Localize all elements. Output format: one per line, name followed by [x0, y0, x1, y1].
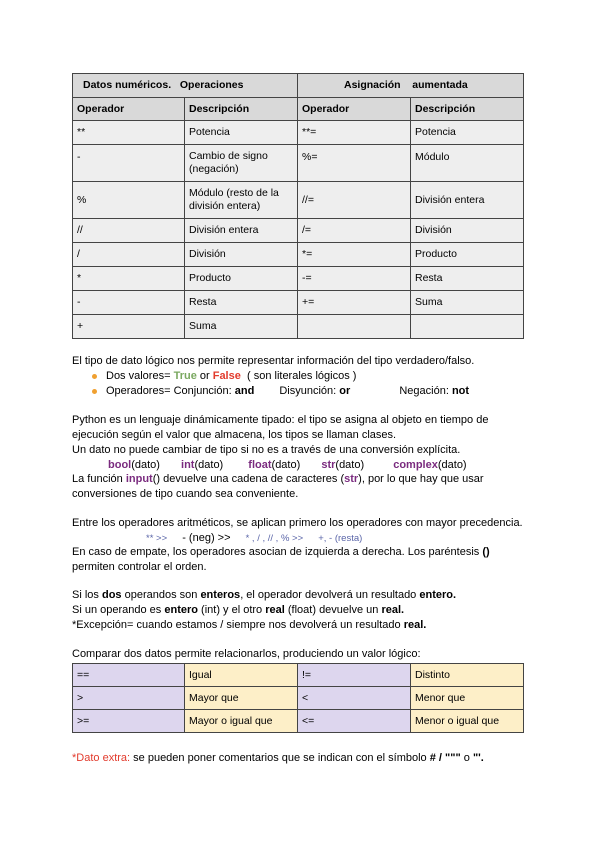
table-row	[73, 664, 524, 687]
column-header: Descripción	[185, 98, 298, 121]
operator-cell: *	[73, 267, 185, 291]
table-row	[73, 182, 524, 219]
table-row	[73, 121, 524, 145]
description-cell: División entera	[185, 219, 298, 243]
column-header: Descripción	[411, 98, 524, 121]
operator-cell: <	[298, 687, 411, 710]
operator-cell: >=	[73, 710, 185, 733]
logic-intro: El tipo de dato lógico nos permite representar información del tipo verdadero/falso.	[72, 355, 475, 367]
description-cell: Producto	[185, 267, 298, 291]
table-title-left: Datos numéricos. Operaciones	[73, 74, 298, 98]
bullet-icon	[92, 374, 97, 379]
operator-cell: ==	[73, 664, 185, 687]
operations-table	[72, 73, 524, 339]
column-header: Operador	[298, 98, 411, 121]
operator-cell: -	[73, 145, 185, 182]
operator-cell: **	[73, 121, 185, 145]
ints-line-2: Si un operando es entero (int) y el otro real (float) devuelve un real.	[72, 604, 405, 616]
typing-line-1: Python es un lenguaje dinámicamente tipado: el tipo se asigna al objeto en tiempo de	[72, 414, 489, 426]
operator-cell: //=	[298, 182, 411, 219]
operator-cell: **=	[298, 121, 411, 145]
operator-cell: *=	[298, 243, 411, 267]
compare-intro: Comparar dos datos permite relacionarlos, produciendo un valor lógico:	[72, 648, 421, 660]
description-cell: División entera	[411, 182, 524, 219]
table-column-headers	[73, 98, 524, 121]
description-cell: Suma	[185, 315, 298, 339]
table-row	[73, 243, 524, 267]
precedence-line-4: permiten controlar el orden.	[72, 561, 207, 573]
comparison-table	[72, 663, 524, 733]
table-title-right: Asignación aumentada	[298, 74, 524, 98]
conversion-function: bool(dato)	[108, 459, 160, 471]
table-row	[73, 145, 524, 182]
operator-cell: //	[73, 219, 185, 243]
operator-cell: %	[73, 182, 185, 219]
operator-cell	[298, 315, 411, 339]
ints-line-1: Si los dos operandos son enteros, el operador devolverá un resultado entero.	[72, 589, 457, 601]
description-cell: Mayor o igual que	[185, 710, 298, 733]
column-header: Operador	[73, 98, 185, 121]
precedence-line-3: En caso de empate, los operadores asocian de izquierda a derecha. Los paréntesis ()	[72, 546, 490, 558]
description-cell: Igual	[185, 664, 298, 687]
conversion-function: str(dato)	[321, 459, 365, 471]
operator-cell: +=	[298, 291, 411, 315]
list-item: Operadores= Conjunción: and Disyunción: or Negación: not	[92, 384, 469, 399]
description-cell: Menor que	[411, 687, 524, 710]
bullet-icon	[92, 389, 97, 394]
conversion-function: int(dato)	[181, 459, 224, 471]
description-cell: Resta	[411, 267, 524, 291]
false-literal: False	[212, 370, 241, 382]
table-row	[73, 687, 524, 710]
description-cell: Producto	[411, 243, 524, 267]
operator-cell: !=	[298, 664, 411, 687]
precedence-intro: Entre los operadores aritméticos, se aplican primero los operadores con mayor precedencia.	[72, 517, 523, 529]
typing-line-6: conversiones de tipo cuando sea conveniente.	[72, 488, 299, 500]
typing-line-5: La función input() devuelve una cadena de caracteres (str), por lo que hay que usar	[72, 473, 484, 485]
description-cell: Resta	[185, 291, 298, 315]
description-cell: Potencia	[411, 121, 524, 145]
conversion-function: float(dato)	[248, 459, 301, 471]
description-cell: División	[185, 243, 298, 267]
description-cell: Potencia	[185, 121, 298, 145]
description-cell	[411, 315, 524, 339]
table-row	[73, 291, 524, 315]
extra-note: *Dato extra: se pueden poner comentarios que se indican con el símbolo # / """ o "'.	[72, 752, 484, 764]
operator-cell: -	[73, 291, 185, 315]
description-cell: Mayor que	[185, 687, 298, 710]
operator-cell: >	[73, 687, 185, 710]
table-row	[73, 315, 524, 339]
typing-line-3: Un dato no puede cambiar de tipo si no es a través de una conversión explícita.	[72, 444, 461, 456]
operator-cell: /=	[298, 219, 411, 243]
description-cell: División	[411, 219, 524, 243]
description-cell: Módulo	[411, 145, 524, 182]
operator-cell: <=	[298, 710, 411, 733]
operator-cell: /	[73, 243, 185, 267]
description-cell: Distinto	[411, 664, 524, 687]
table-header-row	[73, 74, 524, 98]
table-row	[73, 267, 524, 291]
table-row	[73, 710, 524, 733]
operator-cell: +	[73, 315, 185, 339]
precedence-order: ** >> - (neg) >> * , / , // , % >> +, - (resta)	[146, 532, 363, 544]
conversion-functions	[108, 458, 467, 473]
conversion-function: complex(dato)	[393, 459, 467, 471]
description-cell: Menor o igual que	[411, 710, 524, 733]
extra-note-label: *Dato extra:	[72, 752, 131, 764]
description-cell: Cambio de signo (negación)	[185, 145, 298, 182]
description-cell: Suma	[411, 291, 524, 315]
ints-line-3: *Excepción= cuando estamos / siempre nos devolverá un resultado real.	[72, 619, 427, 631]
list-item: Dos valores= True or False ( son literales lógicos )	[92, 369, 356, 384]
operator-cell: %=	[298, 145, 411, 182]
description-cell: Módulo (resto de la división entera)	[185, 182, 298, 219]
table-row	[73, 219, 524, 243]
typing-line-2: ejecución según el valor que almacena, los tipos se llaman clases.	[72, 429, 397, 441]
operator-cell: -=	[298, 267, 411, 291]
true-literal: True	[173, 370, 197, 382]
